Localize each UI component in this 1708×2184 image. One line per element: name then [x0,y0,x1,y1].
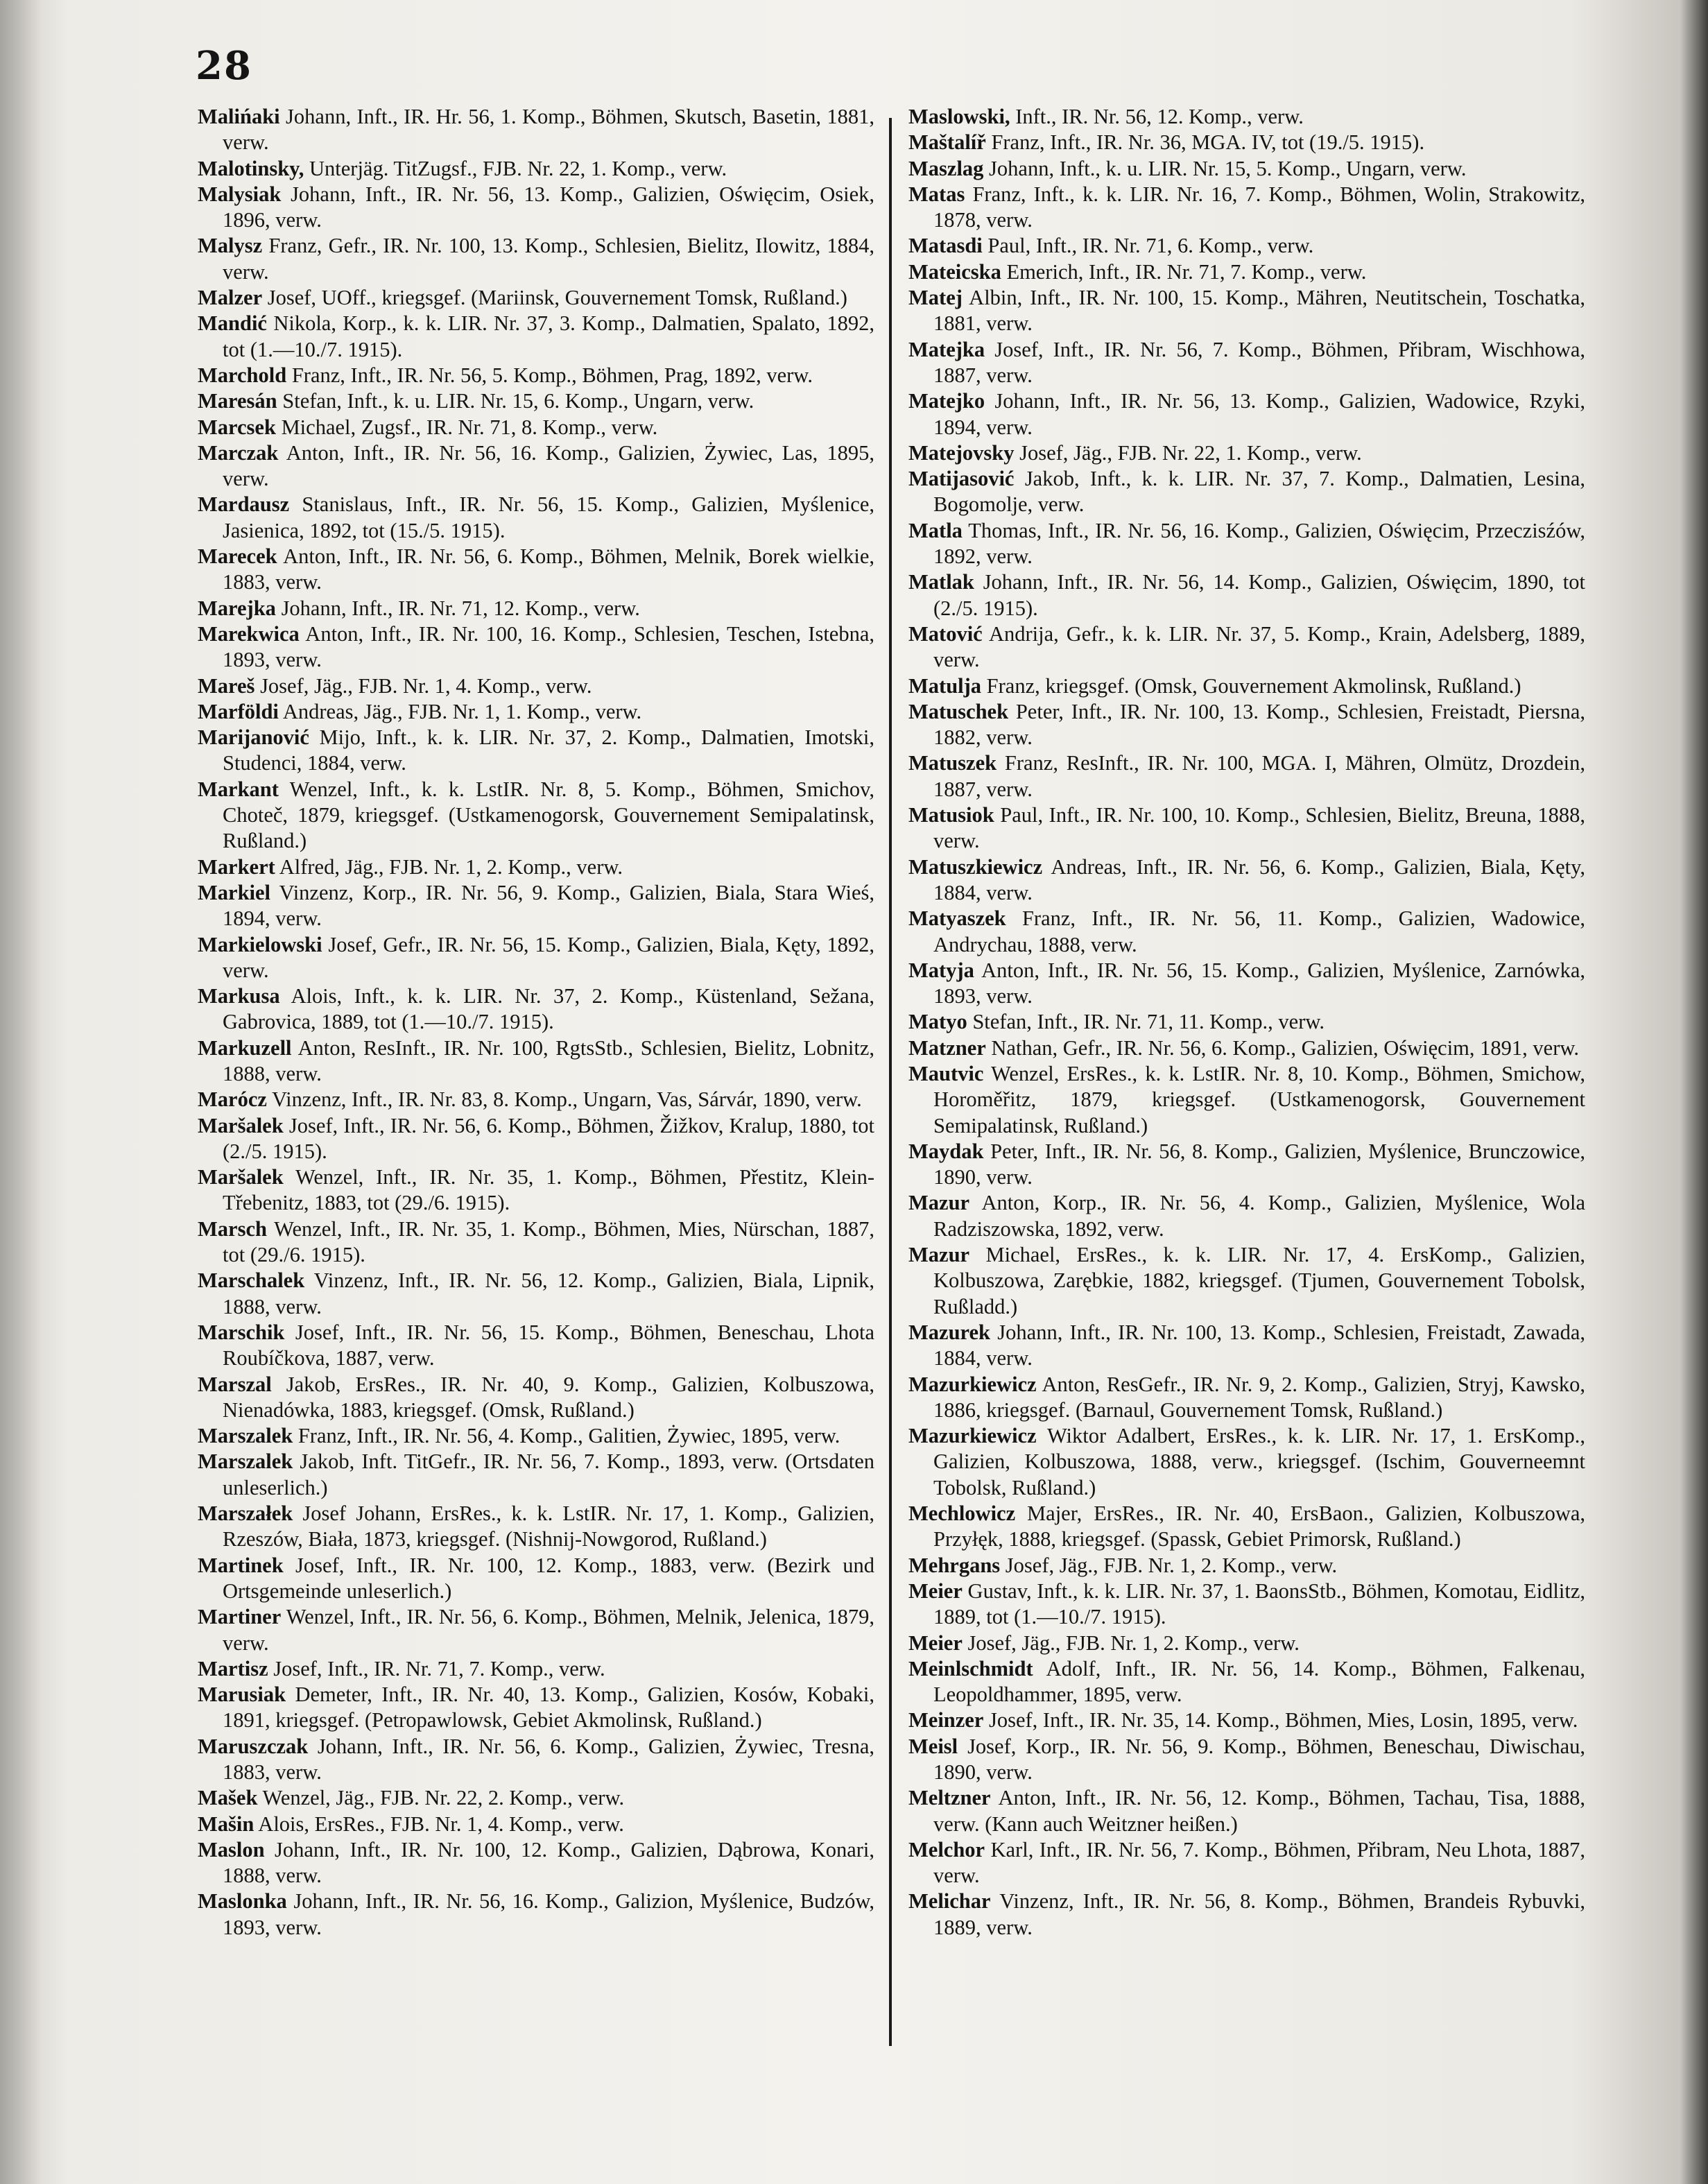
list-item [908,1708,1585,1733]
entry-details: Franz, Inft., IR. Nr. 56, 4. Komp., Galitien, Żywiec, 1895, verw. [297,1424,840,1448]
entry-name: Marczak [198,440,279,465]
list-item [198,1656,874,1682]
entry-details: Franz, ResInft., IR. Nr. 100, MGA. I, Mähren, Olmütz, Drozdein, 1887, verw. [933,751,1585,801]
entry-name: Matejovsky [908,440,1015,465]
list-item [908,906,1585,958]
list-item [198,1087,874,1112]
entry-name: Maszlag [908,156,984,180]
entry-name: Matej [908,286,963,310]
entry-name: Malińaki [198,105,280,128]
list-item [908,1009,1585,1035]
entry-details: Wenzel, ErsRes., k. k. LstIR. Nr. 8, 10. Komp., Böhmen, Smichow, Horoměřitz, 1879, kriegsgef. (Ustkamenogorsk, Gouvernement Semipalatinsk, Rußland.) [933,1061,1585,1137]
entry-name: Meinzer [908,1708,984,1732]
entry-name: Marszalek [198,1424,293,1448]
list-item [198,1812,874,1837]
list-item [908,1423,1585,1501]
list-item [198,311,874,363]
list-item [198,1113,874,1165]
entry-name: Matuszek [908,751,997,775]
entry-details: Franz, Inft., IR. Nr. 56, 5. Komp., Böhmen, Prag, 1892, verw. [291,363,813,387]
entry-name: Matijasović [908,467,1015,491]
entry-details: Josef, Jäg., FJB. Nr. 1, 2. Komp., verw. [967,1631,1300,1655]
entry-details: Inft., IR. Nr. 56, 12. Komp., verw. [1015,105,1304,128]
entry-name: Maršalek [198,1113,284,1137]
list-item [198,1268,874,1320]
entry-name: Meltzner [908,1786,991,1810]
entry-name: Markant [198,777,279,801]
entry-details: Vinzenz, Korp., IR. Nr. 56, 9. Komp., Galizien, Biala, Stara Wieś, 1894, verw. [223,880,875,931]
entry-details: Albin, Inft., IR. Nr. 100, 15. Komp., Mähren, Neutitschein, Toschatka, 1881, verw. [933,286,1585,336]
list-item [198,983,874,1035]
page-shadow-right [1680,0,1708,2184]
entry-name: Maydak [908,1139,984,1163]
entry-name: Matyaszek [908,906,1006,931]
entry-details: Josef, Jäg., FJB. Nr. 22, 1. Komp., verw. [1019,440,1362,465]
entry-name: Martiner [198,1605,282,1629]
entry-details: Johann, Inft., IR. Nr. 71, 12. Komp., verw. [281,596,640,620]
entry-name: Mehrgans [908,1553,1001,1577]
entry-name: Mazurek [908,1320,991,1344]
entry-name: Markiel [198,880,271,904]
entry-details: Anton, Inft., IR. Nr. 56, 6. Komp., Böhmen, Melnik, Borek wielkie, 1883, verw. [223,544,874,594]
entry-details: Thomas, Inft., IR. Nr. 56, 16. Komp., Galizien, Oświęcim, Przeczisźów, 1892, verw. [933,518,1585,569]
list-item [908,1631,1585,1656]
entry-details: Nathan, Gefr., IR. Nr. 56, 6. Komp., Galizien, Oświęcim, 1891, verw. [991,1035,1580,1060]
list-item [908,750,1585,802]
list-item [198,1164,874,1216]
entry-details: Vinzenz, Inft., IR. Nr. 83, 8. Komp., Ungarn, Vas, Sárvár, 1890, verw. [271,1087,862,1112]
list-item [908,1035,1585,1061]
list-item [198,492,874,544]
entry-details: Anton, Inft., IR. Nr. 100, 16. Komp., Schlesien, Teschen, Istebna, 1893, verw. [223,621,874,672]
entry-name: Marszałek [198,1502,293,1526]
list-item [198,725,874,777]
entry-name: Matzner [908,1035,986,1060]
entry-name: Mardausz [198,492,290,517]
entry-name: Marschalek [198,1269,305,1293]
entry-name: Maruszczak [198,1734,309,1758]
list-item [908,1501,1585,1553]
list-item [908,1553,1585,1579]
entry-name: Matusiok [908,803,994,827]
entry-name: Marócz [198,1087,267,1112]
entry-name: Matyo [908,1010,967,1034]
entry-details: Wiktor Adalbert, ErsRes., k. k. LIR. Nr. 17, 1. ErsKomp., Galizien, Kolbuszowa, 1888, verw., kriegsgef. (Ischim, Gouverneemnt Tobolsk, Rußland.) [933,1424,1586,1499]
list-item [198,1423,874,1449]
entry-name: Marcsek [198,415,276,439]
list-item [908,1579,1585,1631]
list-item [198,1320,874,1372]
entry-details: Alois, ErsRes., FJB. Nr. 1, 4. Komp., verw. [258,1812,624,1836]
list-item [198,1734,874,1786]
list-item [198,1449,874,1501]
list-item [198,1216,874,1269]
entry-name: Marijanović [198,725,309,750]
list-item [908,1061,1585,1139]
list-item [908,104,1585,130]
entry-details: Stefan, Inft., k. u. LIR. Nr. 15, 6. Komp., Ungarn, verw. [282,389,754,413]
entry-details: Anton, ResGefr., IR. Nr. 9, 2. Komp., Galizien, Stryj, Kawsko, 1886, kriegsgef. (Barnaul, Gouvernement Tomsk, Rußland.) [933,1372,1585,1422]
entry-name: Marchold [198,363,287,387]
entry-details: Gustav, Inft., k. k. LIR. Nr. 37, 1. BaonsStb., Böhmen, Komotau, Eidlitz, 1889, tot (1.—10./7. 1915). [933,1579,1586,1629]
list-item [908,1242,1585,1320]
list-item [198,621,874,673]
entry-details: Josef, Inft., IR. Nr. 56, 15. Komp., Böhmen, Beneschau, Lhota Roubíčkova, 1887, verw. [223,1320,874,1370]
entry-details: Johann, Inft., IR. Nr. 56, 16. Komp., Galizion, Myślenice, Budzów, 1893, verw. [223,1889,874,1939]
entry-name: Maslowski, [908,105,1010,128]
list-item [908,182,1585,234]
entry-details: Wenzel, Jäg., FJB. Nr. 22, 2. Komp., verw. [262,1786,625,1810]
entry-name: Mašin [198,1812,255,1836]
list-item [908,1190,1585,1242]
list-item [198,1501,874,1553]
list-item [198,1889,874,1941]
entry-name: Maršalek [198,1165,284,1189]
list-item [198,156,874,182]
left-column [198,104,874,1941]
entry-details: Josef, Inft., IR. Nr. 35, 14. Komp., Böhmen, Mies, Losin, 1895, verw. [989,1708,1578,1732]
entry-details: Unterjäg. TitZugsf., FJB. Nr. 22, 1. Komp., verw. [309,156,727,180]
entry-name: Marschik [198,1320,285,1344]
list-item [908,699,1585,751]
entry-name: Marusiak [198,1683,286,1707]
entry-details: Vinzenz, Inft., IR. Nr. 56, 8. Komp., Böhmen, Brandeis Rybuvki, 1889, verw. [933,1889,1586,1939]
list-item [908,466,1585,518]
entry-details: Josef, Jäg., FJB. Nr. 1, 2. Komp., verw. [1005,1553,1338,1577]
entry-name: Marekwica [198,621,300,646]
entry-details: Stefan, Inft., IR. Nr. 71, 11. Komp., verw. [972,1010,1325,1034]
entry-name: Matla [908,518,963,542]
list-item [198,932,874,984]
entry-name: Mechlowicz [908,1502,1016,1526]
entry-name: Martisz [198,1656,268,1680]
entry-details: Anton, Korp., IR. Nr. 56, 4. Komp., Galizien, Myślenice, Wola Radziszowska, 1892, verw. [933,1191,1585,1241]
entry-details: Johann, Inft., IR. Nr. 56, 13. Komp., Galizien, Oświęcim, Osiek, 1896, verw. [223,182,874,232]
entry-name: Matlak [908,570,974,594]
entry-name: Mandić [198,311,267,336]
entry-details: Anton, ResInft., IR. Nr. 100, RgtsStb., Schlesien, Bielitz, Lobnitz, 1888, verw. [223,1035,874,1085]
entry-details: Anton, Inft., IR. Nr. 56, 16. Komp., Galizien, Żywiec, Las, 1895, verw. [223,440,874,491]
entry-name: Markert [198,854,275,879]
entry-name: Matulja [908,673,982,698]
entry-name: Mautvic [908,1061,984,1085]
list-item [198,544,874,596]
entry-details: Josef Johann, ErsRes., k. k. LstIR. Nr. 17, 1. Komp., Galizien, Rzeszów, Biała, 1873, kriegsgef. (Nishnij-Nowgorod, Rußland.) [223,1502,875,1551]
entry-name: Mazur [908,1243,970,1267]
page-number: 28 [196,43,252,89]
list-item [908,621,1585,673]
list-item [908,156,1585,182]
page-shadow-left [0,0,42,2184]
entry-name: Malysiak [198,182,282,206]
entry-details: Anton, Inft., IR. Nr. 56, 15. Komp., Galizien, Myślenice, Zarnówka, 1893, verw. [933,958,1585,1008]
entry-details: Johann, Inft., IR. Nr. 100, 12. Komp., Galizien, Dąbrowa, Konari, 1888, verw. [223,1837,875,1888]
entry-name: Malotinsky, [198,156,304,180]
entry-details: Wenzel, Inft., IR. Nr. 35, 1. Komp., Böhmen, Mies, Nürschan, 1887, tot (29./6. 1915). [223,1216,875,1267]
entry-name: Maresán [198,389,277,413]
entry-details: Stanislaus, Inft., IR. Nr. 56, 15. Komp., Galizien, Myślenice, Jasienica, 1892, tot (15./5. 1915). [223,492,875,542]
entry-details: Josef, Gefr., IR. Nr. 56, 15. Komp., Galizien, Biala, Kęty, 1892, verw. [223,932,875,982]
entry-details: Josef, UOff., kriegsgef. (Mariinsk, Gouvernement Tomsk, Rußland.) [267,286,847,310]
entry-name: Malysz [198,234,263,258]
entry-name: Marszalek [198,1450,293,1474]
entry-name: Mateicska [908,259,1001,284]
list-item [198,182,874,234]
list-item [198,440,874,492]
list-item [908,285,1585,337]
entry-details: Andrija, Gefr., k. k. LIR. Nr. 37, 5. Komp., Krain, Adelsberg, 1889, verw. [933,621,1585,672]
entry-details: Josef, Inft., IR. Nr. 100, 12. Komp., 1883, verw. (Bezirk und Ortsgemeinde unleserlich.) [223,1553,875,1603]
list-item [198,1035,874,1087]
entry-details: Johann, Inft., IR. Nr. 56, 14. Komp., Galizien, Oświęcim, 1890, tot (2./5. 1915). [933,570,1585,620]
list-item [198,1372,874,1424]
entry-details: Paul, Inft., IR. Nr. 100, 10. Komp., Schlesien, Bielitz, Breuna, 1888, verw. [933,803,1586,853]
entry-name: Maštalíř [908,130,986,155]
entry-name: Matejka [908,337,985,361]
entry-details: Josef, Inft., IR. Nr. 56, 7. Komp., Böhmen, Přibram, Wischhowa, 1887, verw. [933,337,1586,387]
entry-details: Johann, Inft., IR. Nr. 56, 6. Komp., Galizien, Żywiec, Tresna, 1883, verw. [223,1734,874,1784]
entry-name: Melchor [908,1837,985,1861]
entry-name: Meinlschmidt [908,1656,1033,1680]
list-item [198,388,874,414]
list-item [908,233,1585,259]
entry-details: Josef, Inft., IR. Nr. 71, 7. Komp., verw. [273,1656,605,1680]
list-item [198,673,874,699]
entry-details: Paul, Inft., IR. Nr. 71, 6. Komp., verw. [987,234,1314,258]
list-item [908,388,1585,440]
list-item [198,1837,874,1889]
entry-details: Anton, Inft., IR. Nr. 56, 12. Komp., Böhmen, Tachau, Tisa, 1888, verw. (Kann auch Weitzner heißen.) [933,1786,1586,1836]
entry-name: Maslon [198,1837,265,1861]
entry-details: Alois, Inft., k. k. LIR. Nr. 37, 2. Komp., Küstenland, Sežana, Gabrovica, 1889, tot (1.—10./7. 1915). [223,984,874,1034]
entry-name: Matuschek [908,699,1009,723]
entry-name: Mareš [198,673,255,698]
entry-details: Franz, Gefr., IR. Nr. 100, 13. Komp., Schlesien, Bielitz, Ilowitz, 1884, verw. [223,234,874,284]
entry-name: Matasdi [908,234,983,258]
list-item [198,777,874,854]
entry-name: Maslonka [198,1889,287,1914]
entry-name: Mazur [908,1191,970,1215]
list-item [908,1656,1585,1708]
entry-name: Markuzell [198,1035,292,1060]
list-item [908,130,1585,155]
list-item [198,285,874,311]
list-item [908,1372,1585,1424]
entry-details: Adolf, Inft., IR. Nr. 56, 14. Komp., Böhmen, Falkenau, Leopoldhammer, 1895, verw. [933,1656,1585,1707]
entry-name: Marföldi [198,699,279,723]
entry-details: Wenzel, Inft., IR. Nr. 56, 6. Komp., Böhmen, Melnik, Jelenica, 1879, verw. [223,1605,874,1655]
right-column [908,104,1585,1941]
entry-name: Mazurkiewicz [908,1424,1037,1448]
entry-details: Emerich, Inft., IR. Nr. 71, 7. Komp., verw. [1006,259,1367,284]
list-item [908,958,1585,1010]
list-item [908,259,1585,285]
list-item [908,518,1585,570]
entry-details: Andreas, Jäg., FJB. Nr. 1, 1. Komp., verw. [282,699,642,723]
column-divider [889,118,892,2046]
list-item [198,363,874,388]
entry-details: Andreas, Inft., IR. Nr. 56, 6. Komp., Galizien, Biala, Kęty, 1884, verw. [933,854,1585,904]
entry-name: Matović [908,621,983,646]
entry-details: Jakob, Inft., k. k. LIR. Nr. 37, 7. Komp., Dalmatien, Lesina, Bogomolje, verw. [933,467,1585,517]
list-item [908,569,1585,621]
list-item [908,802,1585,854]
entry-name: Matuszkiewicz [908,854,1043,879]
entry-details: Peter, Inft., IR. Nr. 56, 8. Komp., Galizien, Myślenice, Brunczowice, 1890, verw. [933,1139,1586,1189]
entry-details: Jakob, Inft. TitGefr., IR. Nr. 56, 7. Komp., 1893, verw. (Ortsdaten unleserlich.) [223,1450,874,1499]
list-item [908,1734,1585,1786]
list-item [198,596,874,621]
entry-details: Franz, Inft., IR. Nr. 36, MGA. IV, tot (19./5. 1915). [991,130,1425,155]
entry-name: Marejka [198,596,276,620]
entry-name: Malzer [198,286,263,310]
entry-name: Markusa [198,984,280,1008]
list-item [198,1604,874,1656]
entry-name: Meier [908,1631,963,1655]
list-item [198,415,874,440]
entry-details: Josef, Jäg., FJB. Nr. 1, 4. Komp., verw. [260,673,592,698]
entry-details: Josef, Korp., IR. Nr. 56, 9. Komp., Böhmen, Beneschau, Diwischau, 1890, verw. [933,1734,1585,1784]
list-item [198,1553,874,1605]
entry-details: Franz, kriegsgef. (Omsk, Gouvernement Akmolinsk, Rußland.) [986,673,1521,698]
list-item [908,673,1585,699]
list-item [908,1320,1585,1372]
entry-name: Martinek [198,1553,284,1577]
list-item [908,854,1585,906]
entry-details: Peter, Inft., IR. Nr. 100, 13. Komp., Schlesien, Freistadt, Piersna, 1882, verw. [933,699,1585,750]
entry-name: Marszal [198,1372,272,1396]
list-item [908,1889,1585,1941]
list-item [908,1837,1585,1889]
entry-name: Mazurkiewicz [908,1372,1037,1396]
entry-details: Franz, Inft., IR. Nr. 56, 11. Komp., Galizien, Wadowice, Andrychau, 1888, verw. [933,906,1585,956]
list-item [198,1785,874,1811]
entry-details: Johann, Inft., IR. Hr. 56, 1. Komp., Böhmen, Skutsch, Basetin, 1881, verw. [223,105,874,155]
list-item [908,1785,1585,1837]
entry-details: Karl, Inft., IR. Nr. 56, 7. Komp., Böhmen, Přibram, Neu Lhota, 1887, verw. [933,1837,1585,1888]
entry-name: Mašek [198,1786,258,1810]
entry-name: Matyja [908,958,974,982]
entry-details: Josef, Inft., IR. Nr. 56, 6. Komp., Böhmen, Žižkov, Kralup, 1880, tot (2./5. 1915). [223,1113,874,1163]
entry-name: Meier [908,1579,963,1603]
list-item [908,337,1585,389]
entry-details: Franz, Inft., k. k. LIR. Nr. 16, 7. Komp., Böhmen, Wolin, Strakowitz, 1878, verw. [933,182,1586,232]
entry-details: Demeter, Inft., IR. Nr. 40, 13. Komp., Galizien, Kosów, Kobaki, 1891, kriegsgef. (Petropawlowsk, Gebiet Akmolinsk, Rußland.) [223,1683,874,1732]
list-item [198,880,874,932]
entry-details: Wenzel, Inft., k. k. LstIR. Nr. 8, 5. Komp., Böhmen, Smichov, Choteč, 1879, kriegsgef. (Ustkamenogorsk, Gouvernement Semipalatinsk, Rußland.) [223,777,874,853]
entry-details: Johann, Inft., k. u. LIR. Nr. 15, 5. Komp., Ungarn, verw. [989,156,1467,180]
list-item [198,699,874,725]
entry-details: Majer, ErsRes., IR. Nr. 40, ErsBaon., Galizien, Kolbuszowa, Przyłęk, 1888, kriegsgef. (Spassk, Gebiet Primorsk, Rußland.) [933,1502,1586,1551]
list-item [198,1682,874,1734]
entry-details: Mijo, Inft., k. k. LIR. Nr. 37, 2. Komp., Dalmatien, Imotski, Studenci, 1884, verw. [223,725,875,775]
entry-details: Jakob, ErsRes., IR. Nr. 40, 9. Komp., Galizien, Kolbuszowa, Nienadówka, 1883, kriegsgef. (Omsk, Rußland.) [223,1372,875,1422]
entry-details: Wenzel, Inft., IR. Nr. 35, 1. Komp., Böhmen, Přestitz, Klein-Třebenitz, 1883, tot (29./6. 1915). [223,1165,874,1215]
entry-details: Michael, Zugsf., IR. Nr. 71, 8. Komp., verw. [281,415,658,439]
entry-details: Michael, ErsRes., k. k. LIR. Nr. 17, 4. ErsKomp., Galizien, Kolbuszowa, Zarębkie, 1882, kriegsgef. (Tjumen, Gouvernement Tobolsk, Rußladd.) [933,1243,1586,1318]
list-item [908,1139,1585,1191]
entry-name: Meisl [908,1734,958,1758]
entry-name: Markielowski [198,932,322,956]
entry-name: Matejko [908,389,985,413]
entry-name: Matas [908,182,965,206]
entry-details: Johann, Inft., IR. Nr. 100, 13. Komp., Schlesien, Freistadt, Zawada, 1884, verw. [933,1320,1586,1370]
entry-details: Nikola, Korp., k. k. LIR. Nr. 37, 3. Komp., Dalmatien, Spalato, 1892, tot (1.—10./7. 1915). [223,311,875,361]
list-item [198,854,874,880]
list-item [198,104,874,156]
list-item [198,233,874,285]
entry-name: Marecek [198,544,277,569]
entry-details: Vinzenz, Inft., IR. Nr. 56, 12. Komp., Galizien, Biala, Lipnik, 1888, verw. [223,1269,874,1318]
entry-name: Marsch [198,1216,267,1241]
entry-details: Johann, Inft., IR. Nr. 56, 13. Komp., Galizien, Wadowice, Rzyki, 1894, verw. [933,389,1586,439]
list-item [908,440,1585,466]
entry-details: Alfred, Jäg., FJB. Nr. 1, 2. Komp., verw. [279,854,623,879]
entry-name: Melichar [908,1889,991,1914]
